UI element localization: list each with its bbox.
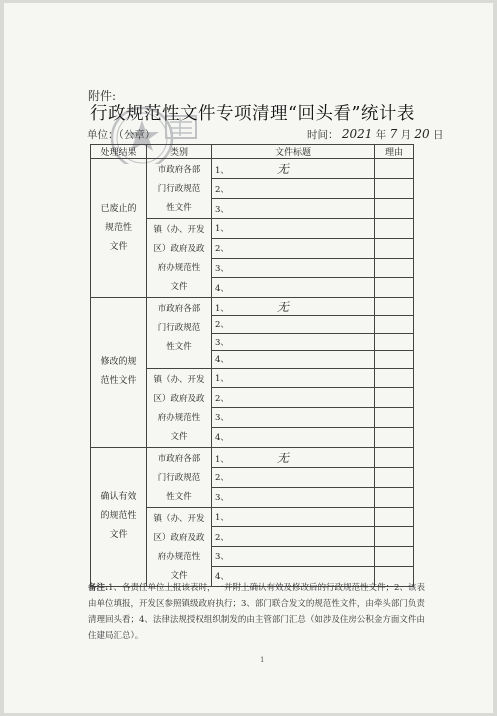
row-number: 1、 xyxy=(215,224,229,235)
reason-cell[interactable] xyxy=(375,298,414,316)
reason-cell[interactable] xyxy=(375,527,414,547)
reason-cell[interactable] xyxy=(375,278,414,298)
reason-cell[interactable] xyxy=(375,159,414,179)
time-day: 20 xyxy=(414,127,430,141)
row-number: 3、 xyxy=(215,204,229,215)
file-title-cell[interactable] xyxy=(212,467,375,487)
file-title-cell[interactable] xyxy=(212,179,375,199)
reason-cell[interactable] xyxy=(375,467,414,487)
row-number: 2、 xyxy=(215,320,229,331)
file-title-cell[interactable] xyxy=(212,507,375,527)
category-text-line: 区）政府及政 xyxy=(153,532,205,543)
reason-cell[interactable] xyxy=(375,258,414,278)
row-number: 4、 xyxy=(215,433,229,444)
statistics-table xyxy=(90,144,414,587)
result-text-line: 已废止的 xyxy=(100,203,137,214)
reason-cell[interactable] xyxy=(375,199,414,219)
result-text-line: 规范性 xyxy=(104,222,132,233)
table-row xyxy=(91,159,414,179)
category-text-line: 府办规范性 xyxy=(157,551,201,562)
result-text-line: 范性文件 xyxy=(100,376,137,387)
row-number: 3、 xyxy=(215,413,229,424)
result-cell xyxy=(91,159,147,298)
row-number: 2、 xyxy=(215,393,229,404)
category-text-line: 门行政规范 xyxy=(157,472,201,483)
time-field xyxy=(307,127,444,142)
file-title-cell[interactable] xyxy=(212,368,375,388)
category-text-line: 区）政府及政 xyxy=(153,393,205,404)
reason-cell[interactable] xyxy=(375,368,414,388)
handwritten-entry: 无 xyxy=(276,450,289,465)
file-title-cell[interactable] xyxy=(212,258,375,278)
time-month: 7 xyxy=(389,127,398,141)
time-year-suffix: 年 xyxy=(375,129,387,141)
document-page xyxy=(4,3,493,713)
row-number: 2、 xyxy=(215,473,229,484)
table-row xyxy=(91,447,414,467)
file-title-cell[interactable] xyxy=(212,238,375,258)
col-header-result: 处理结果 xyxy=(91,145,147,159)
file-title-cell[interactable] xyxy=(212,408,375,428)
reason-cell[interactable] xyxy=(375,447,414,467)
reason-cell[interactable] xyxy=(375,316,414,334)
reason-cell[interactable] xyxy=(375,333,414,351)
category-text-line: 市政府各部 xyxy=(157,304,201,314)
reason-cell[interactable] xyxy=(375,388,414,408)
file-title-cell[interactable] xyxy=(212,427,375,447)
category-cell xyxy=(147,368,212,447)
category-text-line: 市政府各部 xyxy=(157,453,201,464)
handwritten-entry: 无 xyxy=(276,162,289,177)
time-year: 2021 xyxy=(341,127,373,141)
category-text-line: 门行政规范 xyxy=(157,323,201,333)
reason-cell[interactable] xyxy=(375,487,414,507)
category-text-line: 镇（办、开发 xyxy=(153,225,205,235)
file-title-cell[interactable] xyxy=(212,527,375,547)
footnote xyxy=(88,580,432,644)
row-number: 1、 xyxy=(215,512,229,523)
category-text-line: 府办规范性 xyxy=(157,263,201,273)
annex-label: 附件: xyxy=(88,89,117,103)
category-text-line: 府办规范性 xyxy=(157,412,201,423)
file-title-cell[interactable] xyxy=(212,278,375,298)
result-cell xyxy=(91,298,147,448)
row-number: 1、 xyxy=(215,454,229,465)
row-number: 4、 xyxy=(215,572,229,583)
table-header-row xyxy=(91,145,414,159)
result-text-line: 修改的规 xyxy=(100,357,137,368)
row-number: 3、 xyxy=(215,552,229,563)
col-header-reason: 理由 xyxy=(375,145,414,159)
row-number: 4、 xyxy=(215,355,229,366)
category-text-line: 市政府各部 xyxy=(157,165,201,175)
reason-cell[interactable] xyxy=(375,179,414,199)
file-title-cell[interactable] xyxy=(212,316,375,334)
reason-cell[interactable] xyxy=(375,547,414,567)
row-number: 1、 xyxy=(215,373,229,384)
page-title: 行政规范性文件专项清理“回头看”统计表 xyxy=(90,104,415,124)
footnote-text: 1、各责任单位上报该表时，一并附上确认有效及修改后的行政规范性文件；2、该表由单位填报，开发区参照镇级政府执行；3、部门联合发文的规范性文件，由牵头部门负责清理回头看；4、法律法规授权组织制发的由主管部门汇总（如涉及住房公积金方面文件由住建局汇总）。 xyxy=(88,583,425,641)
row-number: 3、 xyxy=(215,337,229,348)
category-text-line: 性文件 xyxy=(166,203,192,213)
category-text-line: 镇（办、开发 xyxy=(153,513,205,524)
reason-cell[interactable] xyxy=(375,351,414,369)
result-cell xyxy=(91,447,147,586)
result-text-line: 文件 xyxy=(109,530,128,540)
category-text-line: 性文件 xyxy=(166,491,192,502)
reason-cell[interactable] xyxy=(375,507,414,527)
category-text-line: 文件 xyxy=(170,570,188,581)
table-body xyxy=(91,159,414,587)
category-text-line: 镇（办、开发 xyxy=(153,374,205,385)
handwritten-entry: 无 xyxy=(276,300,289,314)
time-month-suffix: 月 xyxy=(400,129,412,141)
file-title-cell[interactable] xyxy=(212,199,375,219)
page-number: 1 xyxy=(260,656,265,664)
category-text-line: 文件 xyxy=(170,282,188,292)
row-number: 3、 xyxy=(215,263,229,274)
reason-cell[interactable] xyxy=(375,219,414,239)
row-number: 2、 xyxy=(215,532,229,543)
row-number: 2、 xyxy=(215,244,229,255)
category-text-line: 门行政规范 xyxy=(157,184,201,194)
file-title-cell[interactable] xyxy=(212,447,375,467)
category-cell xyxy=(147,159,212,219)
row-number: 2、 xyxy=(215,184,229,195)
col-header-title: 文件标题 xyxy=(212,145,375,159)
file-title-cell[interactable] xyxy=(212,298,375,316)
file-title-cell[interactable] xyxy=(212,351,375,369)
time-day-suffix: 日 xyxy=(433,129,444,141)
file-title-cell[interactable] xyxy=(212,547,375,567)
category-text-line: 性文件 xyxy=(166,342,192,352)
reason-cell[interactable] xyxy=(375,427,414,447)
reason-cell[interactable] xyxy=(375,408,414,428)
row-number: 1、 xyxy=(215,304,229,314)
category-text-line: 文件 xyxy=(170,431,188,442)
unit-label: 单位：（公章） xyxy=(87,129,156,141)
time-label: 时间： xyxy=(307,129,339,141)
reason-cell[interactable] xyxy=(375,238,414,258)
result-text-line: 文件 xyxy=(109,241,128,252)
row-number: 3、 xyxy=(215,493,229,504)
category-cell xyxy=(147,507,212,586)
category-cell xyxy=(147,298,212,369)
row-number: 4、 xyxy=(215,283,229,294)
col-header-category: 类别 xyxy=(147,145,212,159)
file-title-cell[interactable] xyxy=(212,219,375,239)
category-text-line: 区）政府及政 xyxy=(153,244,205,254)
result-text-line: 确认有效 xyxy=(100,492,137,502)
table-row xyxy=(91,298,414,316)
file-title-cell[interactable] xyxy=(212,487,375,507)
category-cell xyxy=(147,219,212,298)
file-title-cell[interactable] xyxy=(212,159,375,179)
row-number: 1、 xyxy=(215,166,229,177)
file-title-cell[interactable] xyxy=(212,333,375,351)
footnote-label: 备注: xyxy=(88,583,109,593)
result-text-line: 的规范性 xyxy=(100,511,137,521)
file-title-cell[interactable] xyxy=(212,388,375,408)
category-cell xyxy=(147,447,212,507)
